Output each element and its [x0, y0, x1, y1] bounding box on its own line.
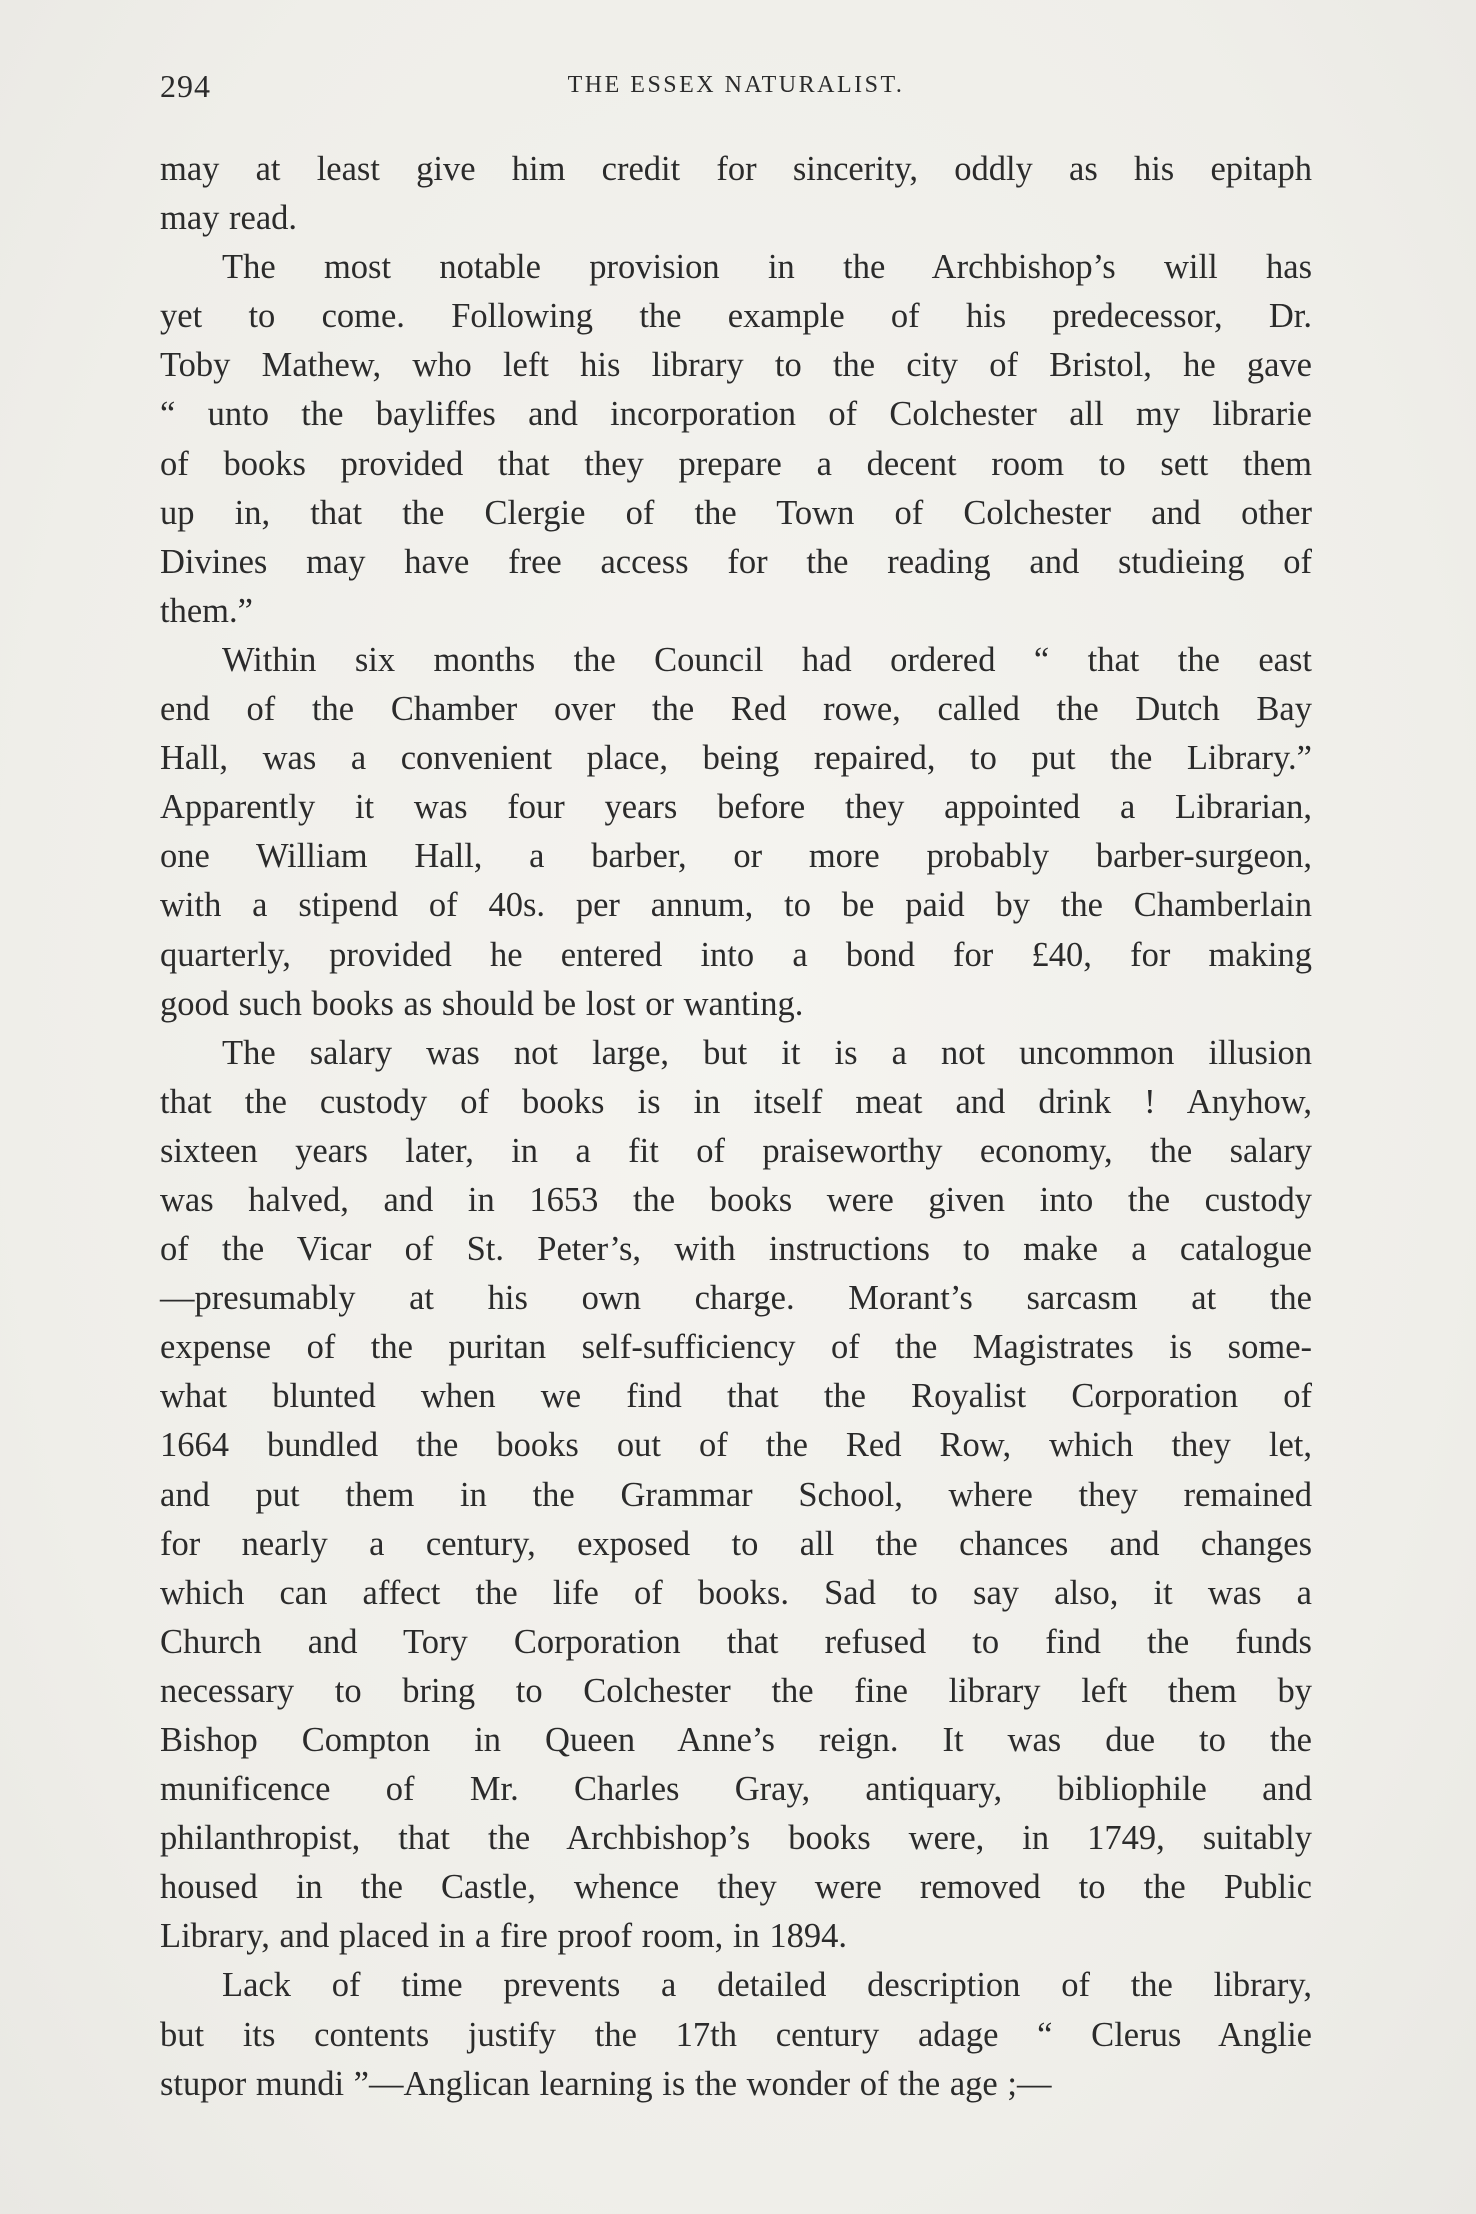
- text-line: Hall, was a convenient place, being repaired, to put the Library.”: [160, 739, 1312, 778]
- text-line: that the custody of books is in itself meat and drink ! Anyhow,: [160, 1082, 1312, 1121]
- text-line: of books provided that they prepare a decent room to sett them: [160, 444, 1312, 483]
- text-line: Bishop Compton in Queen Anne’s reign. It was due to the: [160, 1721, 1312, 1759]
- text-line: may at least give him credit for sincerity, oddly as his epitaph: [160, 150, 1312, 188]
- text-line: may read.: [160, 199, 298, 238]
- text-line: The most notable provision in the Archbishop’s will has: [222, 248, 1312, 287]
- text-line: necessary to bring to Colchester the fine library left them by: [160, 1671, 1312, 1710]
- text-line: one William Hall, a barber, or more probably barber-surgeon,: [160, 837, 1312, 876]
- paragraph: [160, 1029, 1312, 1962]
- text-line: Church and Tory Corporation that refused to find the funds: [160, 1622, 1312, 1661]
- text-line: of the Vicar of St. Peter’s, with instructions to make a catalogue: [160, 1230, 1312, 1269]
- text-line: Within six months the Council had ordered “ that the east: [222, 640, 1312, 679]
- text-line: Toby Mathew, who left his library to the city of Bristol, he gave: [160, 346, 1312, 385]
- text-line: —presumably at his own charge. Morant’s sarcasm at the: [160, 1279, 1312, 1318]
- paragraph: [160, 243, 1312, 636]
- text-line: with a stipend of 40s. per annum, to be paid by the Chamberlain: [160, 886, 1312, 925]
- text-line: “ unto the bayliffes and incorporation of Colchester all my librarie: [160, 395, 1312, 434]
- text-line: Library, and placed in a fire proof room, in 1894.: [160, 1917, 847, 1956]
- text-line: was halved, and in 1653 the books were given into the custody: [160, 1180, 1312, 1219]
- text-line: and put them in the Grammar School, where they remained: [160, 1475, 1312, 1514]
- text-line: housed in the Castle, whence they were removed to the Public: [160, 1868, 1312, 1907]
- paragraph: [160, 145, 1312, 243]
- text-line: philanthropist, that the Archbishop’s books were, in 1749, suitably: [160, 1819, 1312, 1858]
- text-line: quarterly, provided he entered into a bond for £40, for making: [160, 935, 1312, 974]
- text-line: sixteen years later, in a fit of praiseworthy economy, the salary: [160, 1131, 1312, 1170]
- text-line: end of the Chamber over the Red rowe, called the Dutch Bay: [160, 690, 1312, 729]
- text-line: expense of the puritan self-sufficiency of the Magistrates is some-: [160, 1328, 1312, 1367]
- text-line: for nearly a century, exposed to all the chances and changes: [160, 1524, 1312, 1563]
- paragraph: [160, 636, 1312, 1029]
- text-line: 1664 bundled the books out of the Red Row, which they let,: [160, 1426, 1312, 1465]
- text-line: which can affect the life of books. Sad to say also, it was a: [160, 1573, 1312, 1612]
- body-text: [160, 145, 1312, 2109]
- paragraph: [160, 1961, 1312, 2108]
- text-line: The salary was not large, but it is a not uncommon illusion: [222, 1033, 1312, 1072]
- text-line: yet to come. Following the example of his predecessor, Dr.: [160, 297, 1312, 336]
- text-line: Divines may have free access for the reading and studieing of: [160, 542, 1312, 581]
- text-line: good such books as should be lost or wanting.: [160, 984, 804, 1023]
- text-line: munificence of Mr. Charles Gray, antiquary, bibliophile and: [160, 1770, 1312, 1809]
- running-title: THE ESSEX NATURALIST.: [567, 72, 905, 98]
- page-number: 294: [160, 68, 211, 104]
- text-line: stupor mundi ”—Anglican learning is the wonder of the age ;—: [160, 2064, 1052, 2103]
- text-line: but its contents justify the 17th century adage “ Clerus Anglie: [160, 2015, 1312, 2054]
- text-line: what blunted when we find that the Royalist Corporation of: [160, 1377, 1312, 1416]
- page-header: [160, 68, 1312, 112]
- text-line: up in, that the Clergie of the Town of Colchester and other: [160, 493, 1312, 532]
- text-line: Apparently it was four years before they appointed a Librarian,: [160, 788, 1312, 827]
- text-line: them.”: [160, 591, 253, 630]
- text-line: Lack of time prevents a detailed description of the library,: [222, 1966, 1312, 2005]
